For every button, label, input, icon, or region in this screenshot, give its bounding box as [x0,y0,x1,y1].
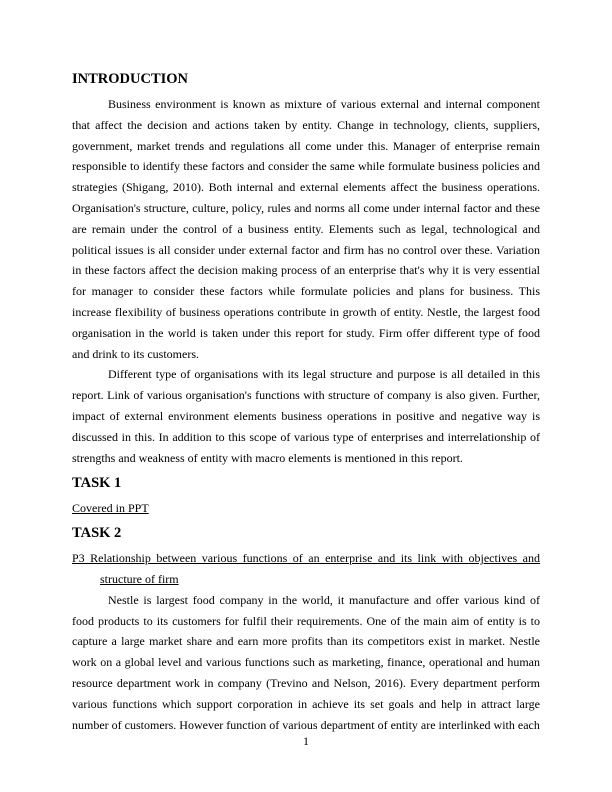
p3-subheading: P3 Relationship between various functions of an enterprise and its link with objectives and structure of firm [72,551,540,586]
document-page [72,68,540,735]
page-number: 1 [303,734,309,748]
introduction-paragraph-2: Different type of organisations with its legal structure and purpose is all detailed in this report. Link of various organisation's functions with structure of company is also given. Further, impact of external environment elements business operations in positive and negative way is discussed in this. In addition to this scope of various type of enterprises and interrelationship of strengths and weakness of entity with macro elements is mentioned in this report. [72,367,540,465]
task1-heading: TASK 1 [72,475,122,492]
task2-paragraph: Nestle is largest food company in the world, it manufacture and offer various kind of food products to its customers for fulfil their requirements. One of the main aim of entity is to capture a large market share and earn more profits than its competitors exist in market. Nestle work on a global level and various functions such as marketing, finance, operational and human resource department work in company (Trevino and Nelson, 2016). Every department perform various functions which support corporation in achieve its set goals and help in attract large number of customers. However function of various department of entity are interlinked with each [72,592,540,732]
covered-in-ppt-link[interactable]: Covered in PPT [72,501,149,516]
introduction-heading: INTRODUCTION [72,71,189,87]
introduction-paragraph-1: Business environment is known as mixture of various external and internal component that affect the decision and actions taken by entity. Change in technology, clients, suppliers, government, market trends and regulations all come under this. Manager of enterprise remain responsible to identify these factors and consider the same while formulate business policies and strategies (Shigang, 2010). Both internal and external elements affect the business operations. Organisation's structure, culture, policy, rules and norms all come under internal factor and these are remain under the control of a business entity. Elements such as legal, technological and political issues is all consider under external factor and firm has no control over these. Variation in these factors affect the decision making process of an enterprise that's why it is very essential for manager to consider these factors while formulate policies and plans for business. This increase flexibility of business operations contribute in growth of entity. Nestle, the largest food organisation in the world is taken under this report for study. Firm offer different type of food and drink to its customers. [72,97,540,361]
task2-heading: TASK 2 [72,525,122,542]
